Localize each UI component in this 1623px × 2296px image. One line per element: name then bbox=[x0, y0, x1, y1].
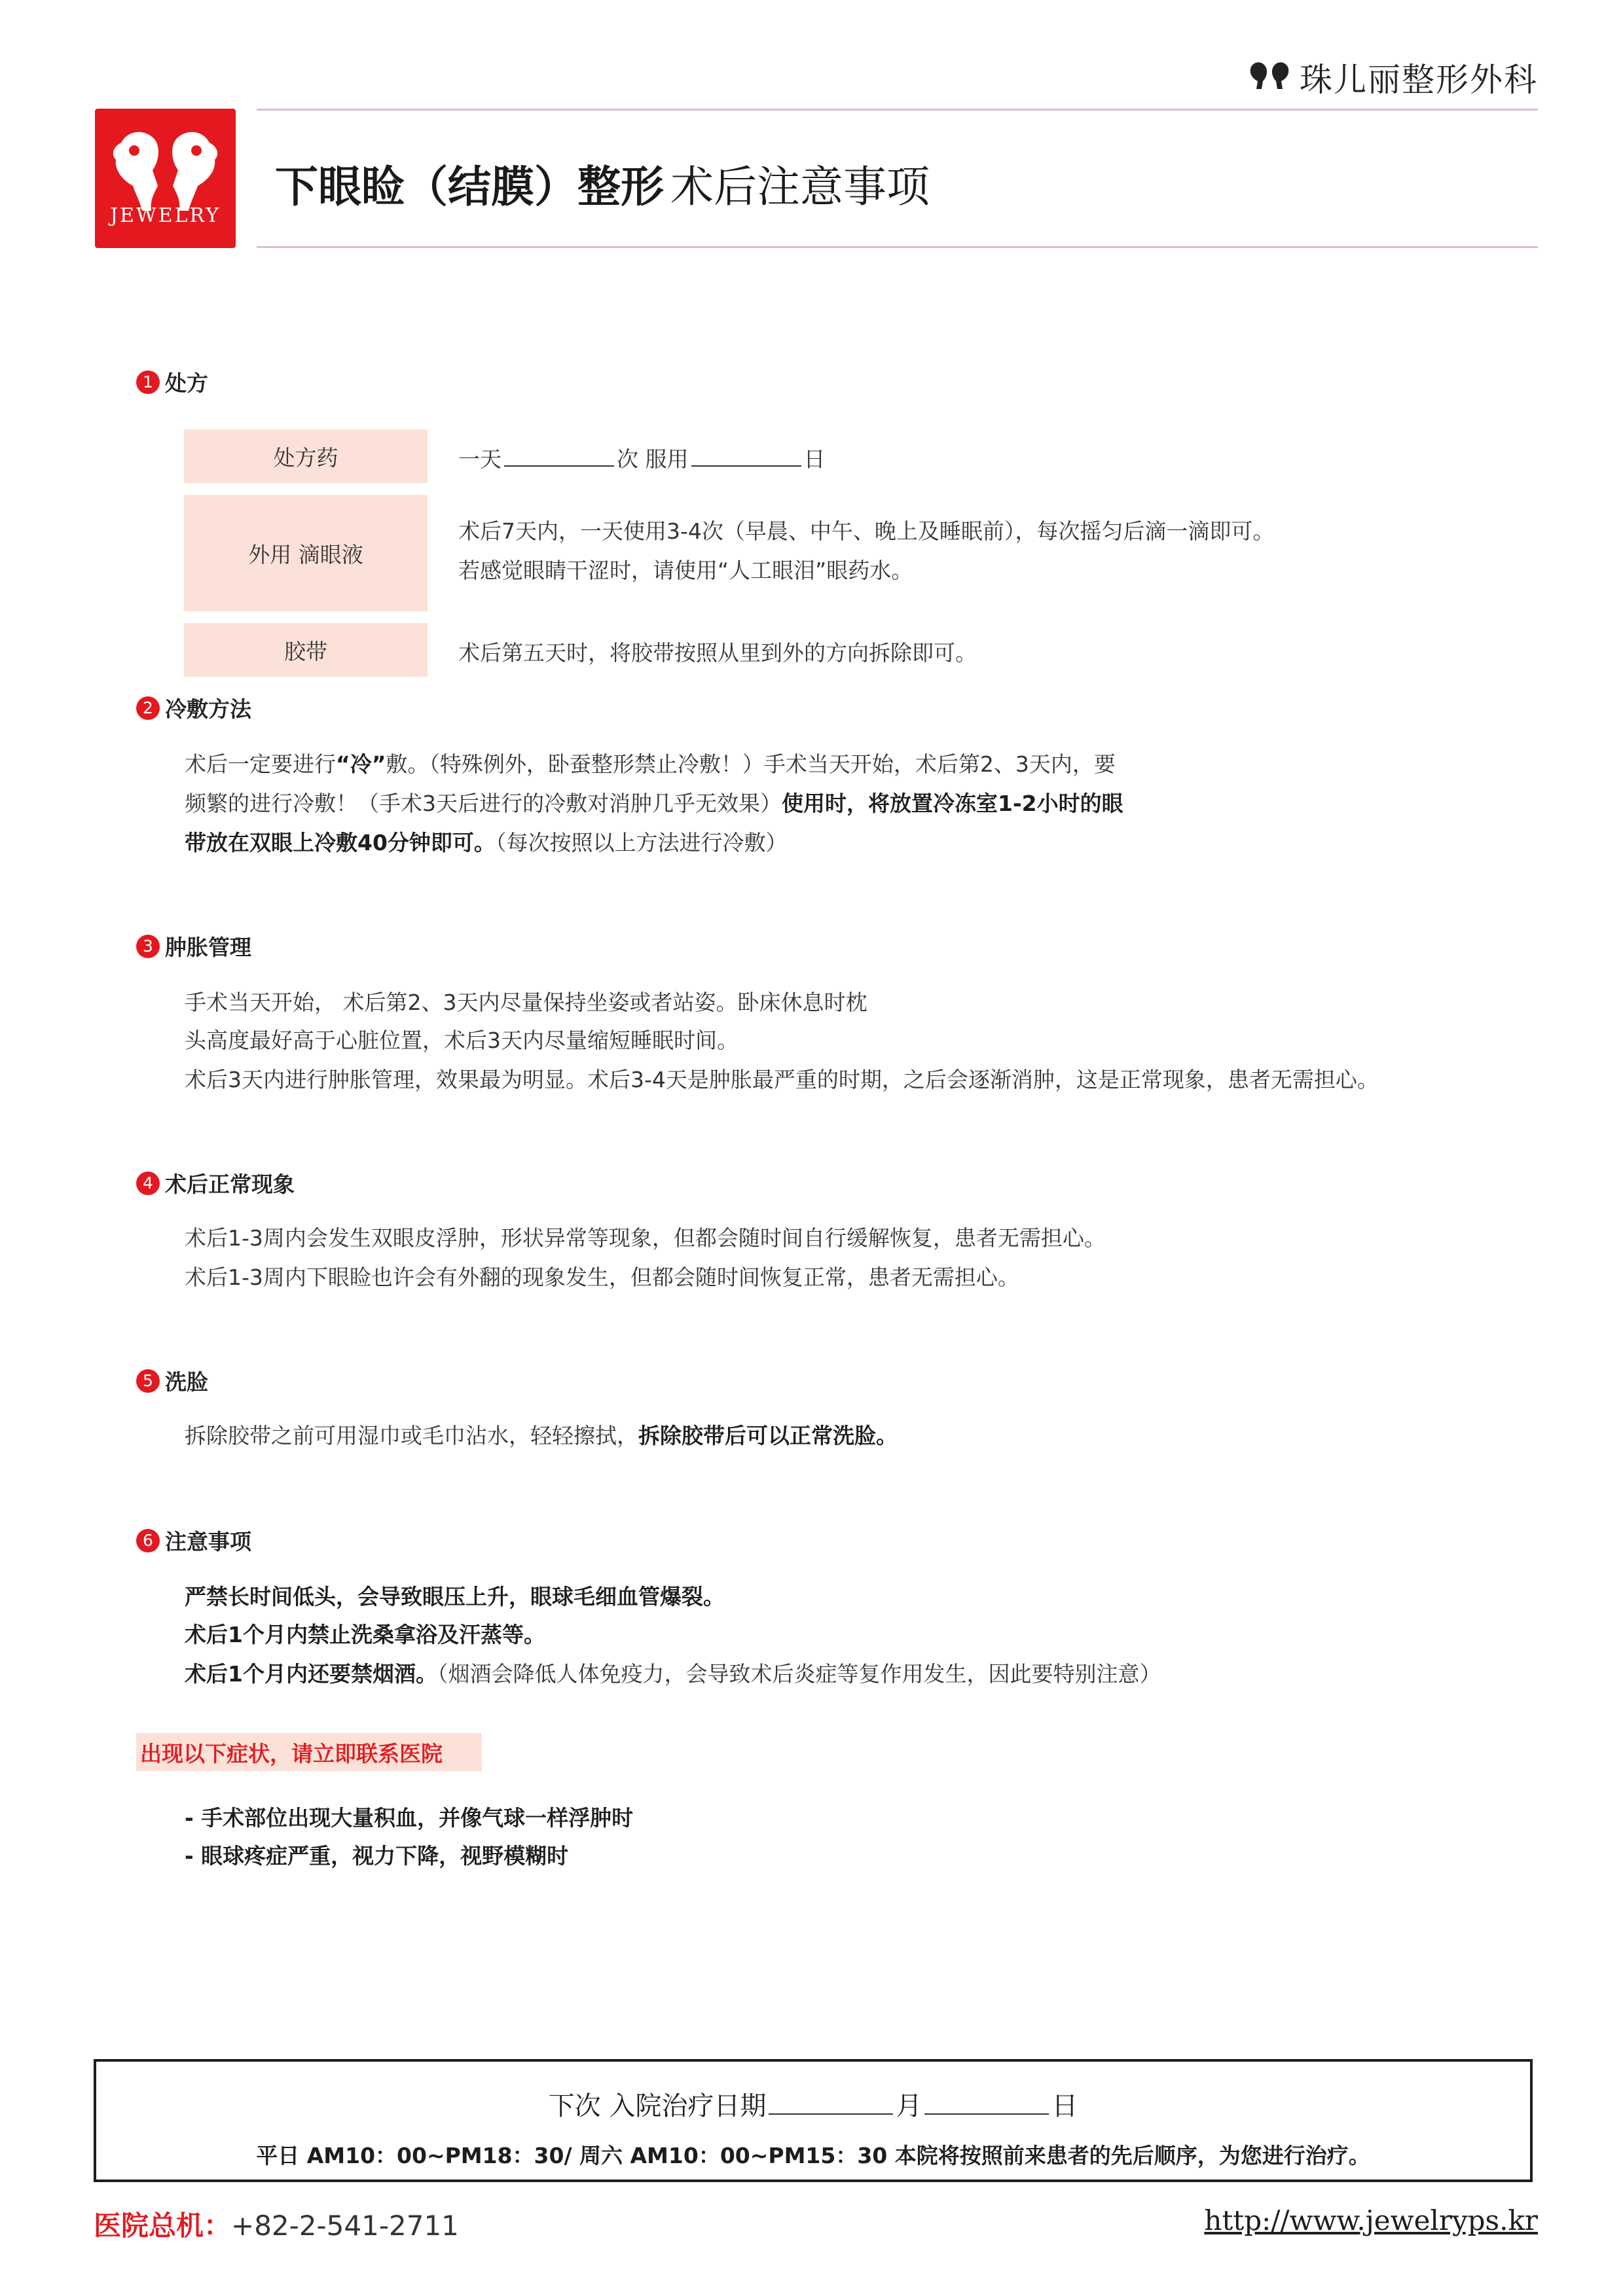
rx-medicine-dosage bbox=[458, 442, 826, 473]
section-title: 术后正常现象 bbox=[165, 1172, 295, 1197]
header-rule-top bbox=[257, 109, 1538, 111]
cold-line-3 bbox=[185, 826, 787, 857]
section-number-badge: 6 bbox=[136, 1529, 160, 1552]
wash-line-1 bbox=[185, 1419, 898, 1450]
section-title: 注意事项 bbox=[165, 1529, 251, 1554]
page-title bbox=[275, 152, 930, 214]
rx-label-eyedrops: 外用 滴眼液 bbox=[184, 495, 428, 611]
section-number-badge: 5 bbox=[136, 1369, 160, 1393]
cold-text: 敷。（特殊例外，卧蚕整形禁止冷敷！）手术当天开始，术后第2、3天内，要 bbox=[386, 751, 1116, 777]
twin-dog-logo-icon bbox=[95, 109, 236, 248]
section-number-badge: 2 bbox=[136, 696, 160, 720]
section-number-badge: 1 bbox=[136, 370, 160, 394]
caution-line-2: 术后1个月内禁止洗桑拿浴及汗蒸等。 bbox=[185, 1622, 545, 1647]
cold-emphasis: 带放在双眼上冷敷40分钟即可。 bbox=[185, 830, 496, 855]
header-rule-bottom bbox=[257, 246, 1538, 248]
website-link[interactable]: http://www.jewelryps.kr bbox=[1204, 2204, 1538, 2236]
phone-label: 医院总机： bbox=[94, 2210, 232, 2242]
next-visit-line bbox=[96, 2085, 1530, 2123]
wash-text: 拆除胶带之前可用湿巾或毛巾沾水，轻轻擦拭， bbox=[185, 1423, 638, 1448]
swelling-line-3: 术后3天内进行肿胀管理，效果最为明显。术后3-4天是肿胀最严重的时期，之后会逐渐消肿，这是正常现象，患者无需担心。 bbox=[185, 1067, 1379, 1092]
next-visit-box bbox=[94, 2059, 1533, 2182]
section-title: 冷敷方法 bbox=[165, 696, 251, 722]
brand-name: 珠儿丽整形外科 bbox=[1300, 61, 1538, 99]
title-bold: 下眼睑（结膜）整形 bbox=[275, 162, 664, 212]
phone-number[interactable]: +82-2-541-2711 bbox=[231, 2210, 459, 2242]
section-number-badge: 4 bbox=[136, 1172, 160, 1195]
cold-line-1 bbox=[185, 747, 1116, 778]
caution-emphasis: 术后1个月内还要禁烟酒。 bbox=[185, 1661, 437, 1687]
caution-line-1: 严禁长时间低头，会导致眼压上升，眼球毛细血管爆裂。 bbox=[185, 1584, 725, 1609]
caution-text: （烟酒会降低人体免疫力，会导致术后炎症等复作用发生，因此要特别注意） bbox=[437, 1661, 1161, 1687]
section-title: 处方 bbox=[165, 370, 208, 396]
caution-line-3 bbox=[185, 1657, 1161, 1688]
next-visit-label: 下次 入院治疗日期 bbox=[548, 2091, 767, 2121]
blank-days[interactable] bbox=[691, 446, 801, 467]
brand-logo-icon bbox=[1249, 58, 1290, 97]
section-number-badge: 3 bbox=[136, 935, 160, 958]
rx-label-medicine: 处方药 bbox=[184, 429, 428, 483]
section-title: 洗脸 bbox=[165, 1369, 208, 1395]
brand bbox=[1249, 54, 1538, 101]
section-cold-heading bbox=[136, 692, 251, 723]
normal-line-2: 术后1-3周内下眼睑也许会有外翻的现象发生，但都会随时间恢复正常，患者无需担心。 bbox=[185, 1265, 1019, 1290]
blank-times[interactable] bbox=[504, 446, 614, 467]
section-wash-heading bbox=[136, 1365, 208, 1396]
section-normal-heading bbox=[136, 1168, 295, 1198]
dosage-text-b: 次 服用 bbox=[617, 446, 689, 472]
dosage-text-a: 一天 bbox=[458, 446, 501, 472]
normal-line-1: 术后1-3周内会发生双眼皮浮肿，形状异常等现象，但都会随时间自行缓解恢复，患者无需担心。 bbox=[185, 1225, 1106, 1251]
rx-tape-line1: 术后第五天时，将胶带按照从里到外的方向拆除即可。 bbox=[458, 640, 977, 666]
section-caution-heading bbox=[136, 1525, 251, 1556]
cold-line-2 bbox=[185, 787, 1123, 817]
cold-text: 频繁的进行冷敷！（手术3天后进行的冷敷对消肿几乎无效果） bbox=[185, 791, 782, 816]
warning-item-1: - 手术部位出现大量积血，并像气球一样浮肿时 bbox=[185, 1805, 634, 1831]
title-normal: 术后注意事项 bbox=[670, 162, 930, 212]
section-swelling-heading bbox=[136, 931, 251, 961]
swelling-line-1: 手术当天开始， 术后第2、3天内尽量保持坐姿或者站姿。卧床休息时枕 bbox=[185, 990, 867, 1015]
warning-item-2: - 眼球疼症严重，视力下降，视野模糊时 bbox=[185, 1843, 569, 1869]
opening-hours: 平日 AM10：00~PM18：30/ 周六 AM10：00~PM15：30 本院将按照前来患者的先后顺序，为您进行治疗。 bbox=[256, 2143, 1370, 2168]
rx-eyedrops-line1: 术后7天内，一天使用3-4次（早晨、中午、晚上及睡眠前），每次摇匀后滴一滴即可。 bbox=[458, 518, 1275, 544]
rx-eyedrops-line2: 若感觉眼睛干涩时，请使用“人工眼泪”眼药水。 bbox=[458, 558, 913, 583]
section-prescription-heading bbox=[136, 367, 208, 397]
hospital-phone bbox=[94, 2204, 459, 2244]
day-label: 日 bbox=[1051, 2091, 1078, 2121]
cold-emphasis: “冷” bbox=[336, 751, 386, 777]
section-title: 肿胀管理 bbox=[165, 935, 251, 960]
logo-text: JEWELRY bbox=[109, 204, 221, 227]
cold-text: 术后一定要进行 bbox=[185, 751, 336, 777]
blank-day[interactable] bbox=[924, 2091, 1049, 2115]
blank-month[interactable] bbox=[769, 2091, 893, 2115]
cold-text: （每次按照以上方法进行冷敷） bbox=[495, 830, 788, 855]
dosage-text-c: 日 bbox=[803, 446, 826, 472]
jewelry-logo bbox=[95, 109, 236, 248]
rx-label-tape: 胶带 bbox=[184, 623, 428, 677]
cold-emphasis: 使用时，将放置冷冻室1-2小时的眼 bbox=[782, 791, 1123, 816]
month-label: 月 bbox=[896, 2091, 922, 2121]
swelling-line-2: 头高度最好高于心脏位置，术后3天内尽量缩短睡眠时间。 bbox=[185, 1028, 739, 1053]
warning-banner: 出现以下症状，请立即联系医院 bbox=[136, 1733, 482, 1771]
wash-emphasis: 拆除胶带后可以正常洗脸。 bbox=[638, 1423, 898, 1448]
